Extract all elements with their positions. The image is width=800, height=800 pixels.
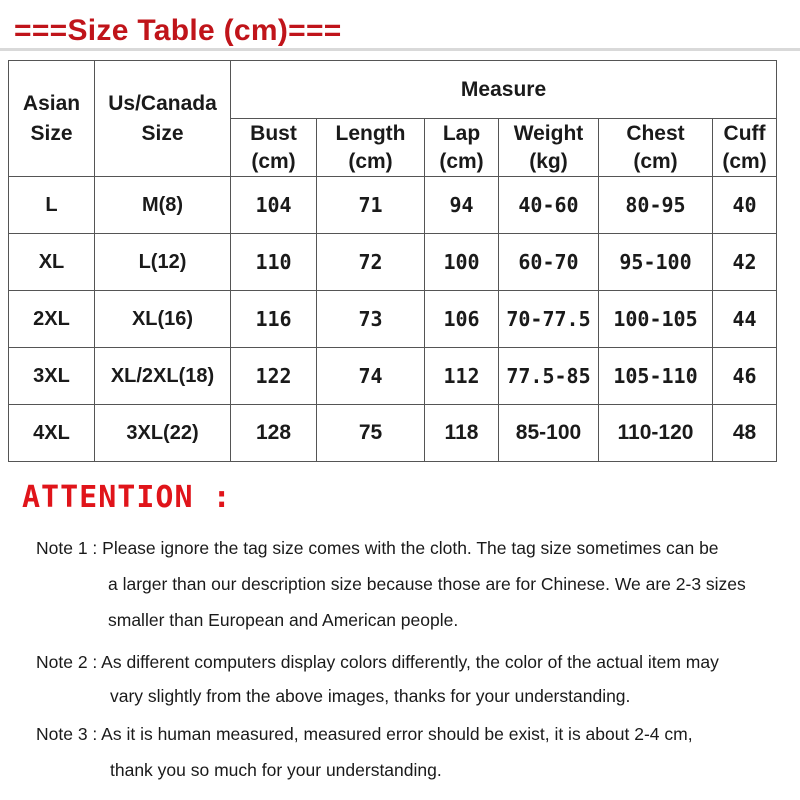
- us-size-header-line1: Us/Canada: [108, 91, 217, 115]
- cuff-header-unit: (cm): [722, 149, 767, 173]
- table-row: [9, 291, 777, 348]
- table-row: [9, 177, 777, 234]
- table-row: [9, 348, 777, 405]
- length-cell: 74: [317, 348, 425, 405]
- note-3-line-2: thank you so much for your understanding.: [110, 760, 442, 780]
- asian-size-header-line2: Size: [30, 121, 73, 145]
- us-size-cell: XL(16): [95, 291, 231, 348]
- bust-cell: 116: [231, 291, 317, 348]
- cuff-header-label: Cuff: [723, 121, 766, 145]
- us-canada-size-header: [95, 61, 231, 177]
- chest-header-unit: (cm): [633, 149, 678, 173]
- cuff-header: [713, 119, 777, 177]
- header-row: [9, 61, 777, 119]
- lap-cell: 100: [425, 234, 499, 291]
- chest-header: [599, 119, 713, 177]
- bust-header-label: Bust: [250, 121, 297, 145]
- measure-header: Measure: [231, 61, 777, 119]
- cuff-cell: 46: [713, 348, 777, 405]
- length-header-unit: (cm): [348, 149, 393, 173]
- bust-header: [231, 119, 317, 177]
- bust-cell: 110: [231, 234, 317, 291]
- weight-cell: 85-100: [499, 405, 599, 462]
- weight-cell: 70-77.5: [499, 291, 599, 348]
- weight-header-label: Weight: [513, 121, 584, 145]
- chest-cell: 100-105: [599, 291, 713, 348]
- size-table: [8, 60, 777, 462]
- us-size-cell: L(12): [95, 234, 231, 291]
- asian-size-cell: 4XL: [9, 405, 95, 462]
- lap-cell: 94: [425, 177, 499, 234]
- asian-size-cell: 2XL: [9, 291, 95, 348]
- chest-cell: 105-110: [599, 348, 713, 405]
- lap-cell: 112: [425, 348, 499, 405]
- lap-header: [425, 119, 499, 177]
- note-3-line-1: Note 3 : As it is human measured, measured error should be exist, it is about 2-4 cm,: [36, 724, 693, 744]
- weight-header: [499, 119, 599, 177]
- note-1-line-3: smaller than European and American people.: [108, 610, 459, 630]
- lap-header-label: Lap: [442, 121, 481, 145]
- lap-cell: 106: [425, 291, 499, 348]
- weight-header-unit: (kg): [529, 149, 568, 173]
- lap-cell: 118: [425, 405, 499, 462]
- asian-size-header: [9, 61, 95, 177]
- lap-header-unit: (cm): [439, 149, 484, 173]
- note-1-line-2: a larger than our description size because those are for Chinese. We are 2-3 sizes: [108, 574, 746, 594]
- note-1-line-1: Note 1 : Please ignore the tag size comes with the cloth. The tag size sometimes can be: [36, 538, 719, 558]
- weight-cell: 40-60: [499, 177, 599, 234]
- bust-cell: 122: [231, 348, 317, 405]
- length-cell: 71: [317, 177, 425, 234]
- cuff-cell: 42: [713, 234, 777, 291]
- note-2-line-1: Note 2 : As different computers display colors differently, the color of the actual item may: [36, 652, 719, 672]
- note-2-line-2: vary slightly from the above images, thanks for your understanding.: [110, 686, 631, 706]
- us-size-cell: M(8): [95, 177, 231, 234]
- length-header-label: Length: [335, 121, 406, 145]
- cuff-cell: 44: [713, 291, 777, 348]
- length-cell: 73: [317, 291, 425, 348]
- length-cell: 72: [317, 234, 425, 291]
- cuff-cell: 40: [713, 177, 777, 234]
- cuff-cell: 48: [713, 405, 777, 462]
- bust-cell: 104: [231, 177, 317, 234]
- attention-heading: ATTENTION :: [22, 480, 232, 515]
- bust-header-unit: (cm): [251, 149, 296, 173]
- chest-cell: 95-100: [599, 234, 713, 291]
- asian-size-header-line1: Asian: [22, 91, 81, 115]
- asian-size-cell: L: [9, 177, 95, 234]
- length-header: [317, 119, 425, 177]
- chest-header-label: Chest: [626, 121, 685, 145]
- us-size-header-line2: Size: [141, 121, 184, 145]
- us-size-cell: XL/2XL(18): [95, 348, 231, 405]
- asian-size-cell: 3XL: [9, 348, 95, 405]
- weight-cell: 77.5-85: [499, 348, 599, 405]
- chest-cell: 110-120: [599, 405, 713, 462]
- asian-size-cell: XL: [9, 234, 95, 291]
- bust-cell: 128: [231, 405, 317, 462]
- table-row: [9, 234, 777, 291]
- chest-cell: 80-95: [599, 177, 713, 234]
- us-size-cell: 3XL(22): [95, 405, 231, 462]
- table-row: [9, 405, 777, 462]
- weight-cell: 60-70: [499, 234, 599, 291]
- length-cell: 75: [317, 405, 425, 462]
- title-divider: [0, 48, 800, 51]
- size-table-title: ===Size Table (cm)===: [14, 14, 342, 47]
